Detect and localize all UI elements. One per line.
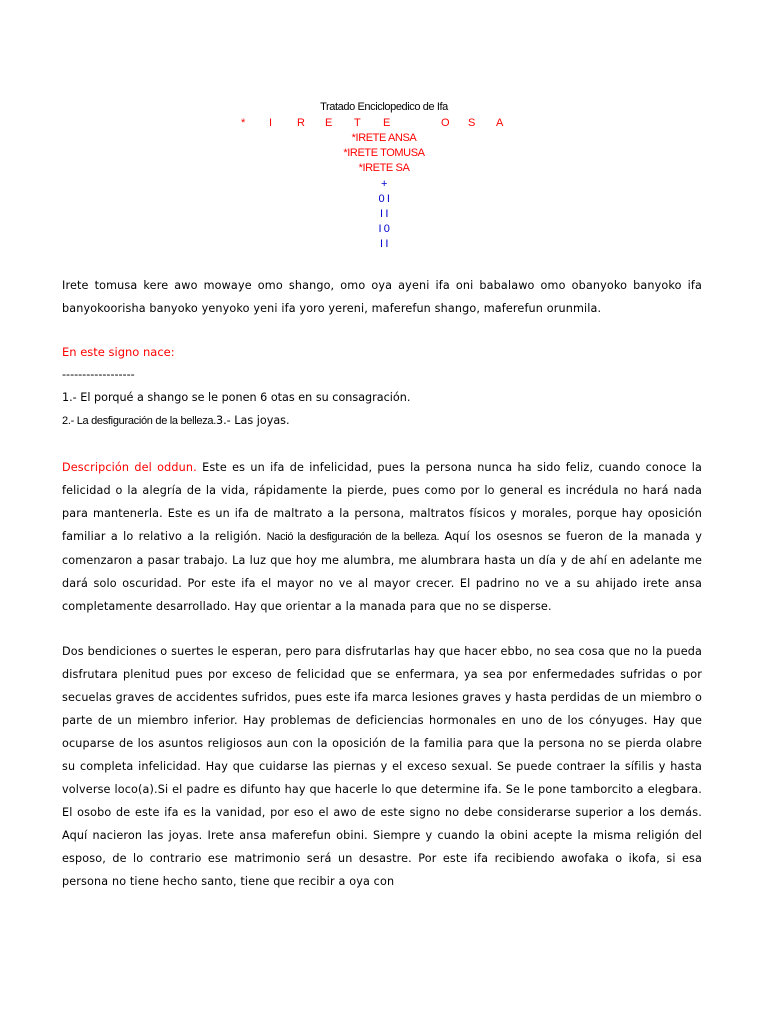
intro-paragraph: Irete tomusa kere awo mowaye omo shango, omo oya ayeni ifa oni babalawo omo obanyoko banyoko ifa banyokoorisha banyoko yenyoko yeni ifa yoro yereni, maferefun shango, maferefun orunmila.: [62, 279, 702, 315]
nace-item: [62, 414, 290, 428]
sign-letter: S: [468, 117, 476, 129]
alt-name: *IRETE TOMUSA: [343, 147, 425, 159]
sign-letter: I: [269, 117, 273, 129]
odu-mark: I 0: [378, 223, 390, 235]
odu-mark: 0 I: [378, 193, 390, 205]
nace-heading: En este signo nace:: [62, 345, 175, 359]
sign-letter: E: [325, 117, 333, 129]
descripcion-paragraph: [62, 456, 702, 618]
descripcion-text: Este es un ifa de infelicidad, pues la persona nunca ha sido feliz, cuando conoce la felicidad o la alegría de la vida, rápidamente la pierde, pues como por lo general es incrédula no hará nada para mantenerla. Este es un ifa de maltrato a la persona, maltratos físicos y morales, porque hay oposición familiar a lo relativo a la religión.: [62, 461, 702, 543]
sign-letter: A: [496, 117, 504, 129]
document-title: Tratado Enciclopedico de Ifa: [320, 101, 448, 113]
bendiciones-paragraph: Dos bendiciones o suertes le esperan, pero para disfrutarlas hay que hacer ebbo, no sea cosa que no la pueda disfrutara plenitud pues por exceso de felicidad que se enfermara, ya sea por enfermedades sufridas o por secuelas graves de accidentes sufridos, pues este ifa marca lesiones graves y hasta perdidas de un miembro o parte de un miembro inferior. Hay problemas de deficiencias hormonales en uno de los cónyuges. Hay que ocuparse de los asuntos religiosos aun con la oposición de la familia para que la persona no se pierda olabre su completa infelicidad. Hay que cuidarse las piernas y el exceso sexual. Se puede contraer la sífilis y hasta volverse loco(a).Si el padre es difunto hay que hacerle lo que determine ifa. Se le pone tamborcito a elegbara. El osobo de este ifa es la vanidad, por eso el awo de este signo no debe considerarse superior a los demás. Aquí nacieron las joyas. Irete ansa maferefun obini. Siempre y cuando la obini acepte la misma religión del esposo, de lo contrario ese matrimonio será un desastre. Por este ifa recibiendo awofaka o ikofa, si esa persona no tiene hecho santo, tiene que recibir a oya con: [62, 645, 702, 888]
descripcion-text: Aquí los osesnos se fueron de la manada y comenzaron a pasar trabajo. La luz que hoy me alumbra, me alumbrara hasta un día y de ahí en adelante me dará solo oscuridad. Por este ifa el mayor no ve al mayor crecer. El padrino no ve a su ahijado irete ansa completamente desarrollado. Hay que orientar a la manada para que no se disperse.: [62, 530, 702, 613]
descripcion-text-narrow: Nació la desfiguración de la belleza.: [266, 531, 440, 543]
sign-letter: T: [354, 117, 361, 129]
odu-mark: I I: [380, 238, 388, 250]
nace-item: 1.- El porqué a shango se le ponen 6 otas en su consagración.: [62, 391, 411, 404]
sign-letter: *: [241, 117, 246, 129]
nace-item-part: 2.- La desfiguración de la belleza.: [62, 415, 216, 427]
sign-letter: O: [441, 117, 450, 129]
sign-name-spaced: [0, 116, 768, 130]
odu-mark: I I: [380, 208, 388, 220]
alt-name: *IRETE ANSA: [351, 132, 417, 144]
odu-mark: +: [380, 178, 388, 190]
sign-letter: E: [383, 117, 391, 129]
nace-item-part: 3.- Las joyas.: [216, 414, 290, 427]
sign-letter: R: [297, 117, 305, 129]
alt-name: *IRETE SA: [358, 162, 410, 174]
nace-separator: ------------------: [62, 368, 135, 381]
descripcion-label: Descripción del oddun.: [62, 461, 197, 474]
